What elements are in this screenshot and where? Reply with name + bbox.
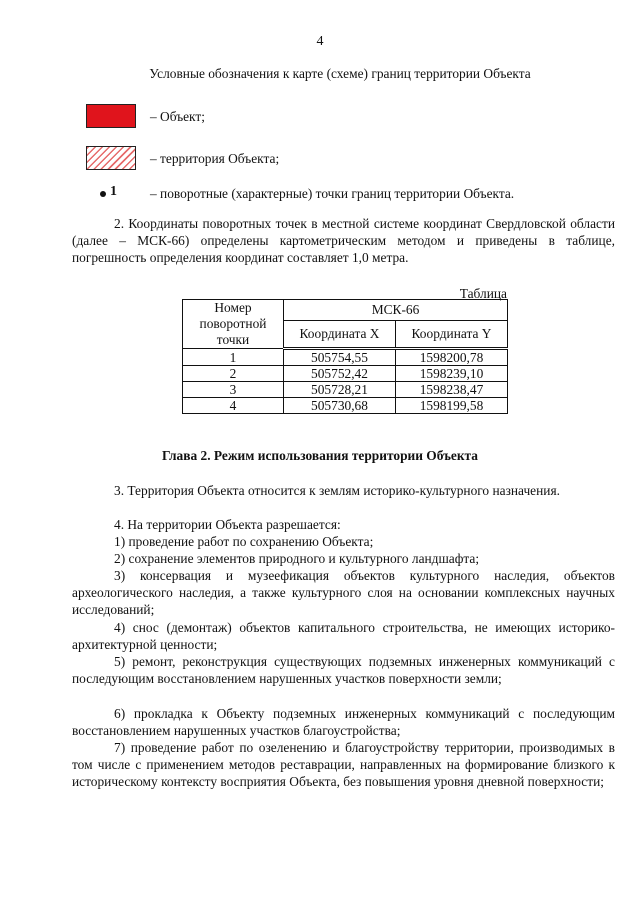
cell-point: 1 [183, 349, 284, 366]
legend-item-object [86, 104, 205, 128]
legend-label: – территория Объекта; [150, 150, 280, 166]
cell-point: 2 [183, 366, 284, 382]
cell-x: 505730,68 [284, 398, 396, 414]
page-number: 4 [316, 34, 324, 49]
legend-label: – поворотные (характерные) точки границ территории Объекта. [150, 185, 515, 201]
table-row [183, 366, 508, 382]
cell-x: 505754,55 [284, 349, 396, 366]
cell-y: 1598199,58 [396, 398, 508, 414]
header-x: Координата X [284, 321, 396, 349]
list-item: 5) ремонт, реконструкция существующих подземных инженерных коммуникаций с последующим восстановлением нарушенных участков поверхности земли; [72, 654, 615, 686]
object-red-symbol [86, 104, 136, 128]
cell-y: 1598239,10 [396, 366, 508, 382]
legend-item-point [86, 181, 514, 205]
cell-y: 1598200,78 [396, 349, 508, 366]
list-item: 1) проведение работ по сохранению Объекта; [114, 534, 374, 549]
cell-y: 1598238,47 [396, 382, 508, 398]
header-point-number: Номер поворотной точки [183, 300, 284, 349]
point-dot-icon [100, 191, 106, 197]
list-item: 7) проведение работ по озеленению и благоустройству территории, производимых в том числе с применением методов реставрации, направленных на формирование близкого к историческому контексту восприятия Объекта, без повышения уровня дневной поверхности; [72, 740, 615, 789]
header-y: Координата Y [396, 321, 508, 349]
legend-item-territory [86, 146, 279, 170]
territory-hatched-symbol [86, 146, 136, 170]
list-item: 2) сохранение элементов природного и культурного ландшафта; [114, 551, 480, 566]
cell-point: 4 [183, 398, 284, 414]
point-number: 1 [110, 184, 117, 199]
list-item: 3) консервация и музеефикация объектов культурного наследия, объектов археологического наследия, а также культурного слоя на основании комплексных научных исследований; [72, 568, 615, 617]
cell-point: 3 [183, 382, 284, 398]
paragraph-3: 3. Территория Объекта относится к землям историко-культурного назначения. [114, 483, 560, 498]
table-row [183, 398, 508, 414]
table-row [183, 382, 508, 398]
chapter-title: Глава 2. Режим использования территории Объекта [162, 448, 478, 463]
paragraph-4: 4. На территории Объекта разрешается: [114, 517, 341, 532]
legend-title: Условные обозначения к карте (схеме) границ территории Объекта [149, 66, 531, 81]
paragraph-2: 2. Координаты поворотных точек в местной системе координат Свердловской области (далее – МСК-66) определены картометрическим методом и приведены в таблице, погрешность определения координат составляет 1,0 метра. [72, 216, 615, 265]
cell-x: 505752,42 [284, 366, 396, 382]
turning-point-symbol [86, 181, 136, 205]
table-caption: Таблица [459, 286, 507, 301]
cell-x: 505728,21 [284, 382, 396, 398]
list-item: 4) снос (демонтаж) объектов капитального строительства, не имеющих историко-архитектурной ценности; [72, 620, 615, 652]
table-row [183, 349, 508, 366]
legend-label: – Объект; [150, 108, 205, 124]
header-coordinate-system: МСК-66 [284, 300, 508, 321]
list-item: 6) прокладка к Объекту подземных инженерных коммуникаций с последующим восстановлением нарушенных участков благоустройства; [72, 706, 615, 738]
coordinates-table [182, 299, 508, 414]
